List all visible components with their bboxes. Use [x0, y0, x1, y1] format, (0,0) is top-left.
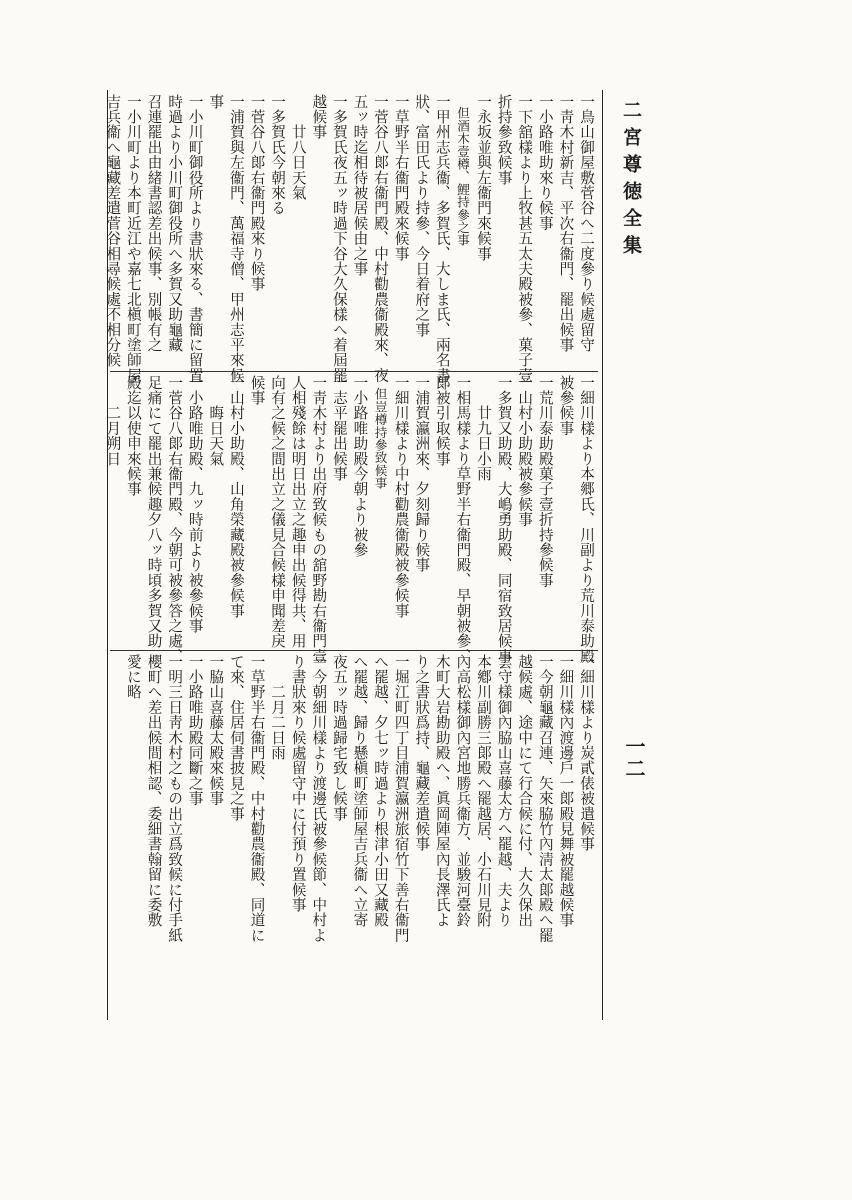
- text-band-lower: [112, 654, 596, 1016]
- text-column: 一甲州志兵衞、多賀氏、大しま氏、兩名書: [433, 94, 451, 383]
- text-column: 一堀江町四丁目浦賀瀛洲旅宿竹下善右衞門: [392, 654, 410, 943]
- text-column: 木町大岩勘助殿へ、眞岡陣屋內長澤氏よ: [433, 654, 451, 928]
- text-column: 向有之候之間出立之儀見合候樣申聞差戾: [269, 375, 287, 649]
- text-column: 一草野半右衞門殿、中村勸農衞殿、同道に: [248, 654, 266, 943]
- text-band-middle: [104, 375, 596, 664]
- text-column: 一菅谷八郞右衞門殿、今朝可被參答之處、: [166, 375, 184, 664]
- text-column: 廿八日天氣: [289, 94, 307, 201]
- text-column: 一細川樣より本郷氏、川副より荒川泰助殿: [578, 375, 595, 664]
- text-column: 一草野半右衞門殿來候事: [392, 94, 410, 262]
- page-number: 一二: [622, 736, 646, 780]
- text-column: 一浦賀瀛洲來、夕刻歸り候事: [413, 375, 431, 573]
- text-column: 一山村小助殿、山角榮藏殿被參候事: [227, 375, 245, 619]
- text-column: 內高松樣御內宮地勝兵衞方、並駿河臺鈴: [454, 654, 472, 928]
- text-column: 本鄕川副勝三郞殿へ罷越居、小石川見附: [475, 654, 493, 928]
- text-column: 殿迄以使申來候事: [124, 375, 142, 497]
- text-column: 二月朔日: [104, 375, 122, 467]
- text-column: 愛に略: [124, 654, 142, 700]
- text-column: 二月二日雨: [269, 654, 287, 761]
- vertical-text-columns: [112, 654, 596, 1016]
- text-column: 一鳥山御屋敷菅谷へ二度參り候處留守: [578, 94, 595, 353]
- vertical-text-columns: [104, 375, 596, 664]
- text-column: 一細川樣內渡邊戶一郞殿見舞被罷越候事: [557, 654, 575, 928]
- text-column: 一細川樣より炭貳俵被遣候事: [578, 654, 595, 852]
- text-column: 一明三日靑木村之もの出立爲致候に付手紙: [166, 654, 184, 943]
- text-column: 折持參致候事: [495, 94, 513, 186]
- text-column: 櫻町へ差出候間相認、委細書翰留に委敷: [145, 654, 163, 928]
- text-column: 一菅谷八郞右衞門殿來り候事: [248, 94, 266, 292]
- text-column: 廿九日小雨: [475, 375, 493, 482]
- text-column: 時過より小川町御役所へ多賀又助龜藏: [166, 94, 184, 353]
- text-column: 吉兵衞へ龜藏差遣菅谷相尋候處不相分候: [104, 94, 122, 368]
- text-column: 一多賀氏今朝來る: [269, 94, 287, 216]
- text-column: 但豈樽持參致候事: [373, 375, 389, 490]
- text-column: り之書狀爲持、龜藏差遣候事: [413, 654, 431, 852]
- text-column: 五ッ時迄相待被居候由之事: [351, 94, 369, 277]
- text-column: 一小路唯助殿今朝より被參: [351, 375, 369, 558]
- vertical-text-columns: [104, 94, 596, 383]
- text-column: 一志平罷出候事: [330, 375, 348, 482]
- text-column: 候事: [248, 375, 266, 406]
- text-column: 事: [207, 94, 225, 110]
- text-column: 一多賀又助殿、大嶋勇助殿、同宿致居候事: [495, 375, 513, 664]
- text-column: 一今朝細川樣より渡邊氏被參候節、中村よ: [310, 654, 328, 943]
- text-column: 一今朝龜藏召連、矢來脇竹內淸太郞殿へ罷: [536, 654, 554, 943]
- text-column: 一相馬樣より草野半右衞門殿、早朝被參、: [454, 375, 472, 664]
- text-column: へ罷越、歸り懸槇町塗師屋吉兵衞へ立寄: [351, 654, 369, 928]
- text-column: 一小川町御役所より書狀來る、書簡に留置: [186, 94, 204, 383]
- text-column: 一小路唯助殿同斷之事: [186, 654, 204, 806]
- text-column: 狀、富田氏より持參、今日着府之事: [413, 94, 431, 338]
- text-column: 但酒木壹樽、鯉持參之事: [455, 94, 471, 247]
- text-column: て來、住居伺書披見之事: [227, 654, 245, 822]
- running-title: 二宮尊徳全集: [620, 100, 642, 262]
- text-column: 一小路唯助來り候事: [536, 94, 554, 231]
- text-column: り書狀來り候處留守中に付預り置候事: [289, 654, 307, 913]
- text-column: 一菅谷八郞右衞門殿、中村勸農衞殿來、夜: [372, 94, 390, 383]
- text-column: 被參候事: [557, 375, 575, 436]
- text-column: 人相殘餘は明日出立之趣申出候得共、用: [289, 375, 307, 649]
- text-column: 一細川樣より中村勸農衞殿被參候事: [392, 375, 410, 619]
- text-column: 越候事: [310, 94, 328, 140]
- text-column: 雲守樣御內脇山喜藤太方へ罷越、夫より: [495, 654, 513, 928]
- text-band-upper: [104, 94, 596, 383]
- text-column: 一小路唯助殿、九ッ時前より被參候事: [186, 375, 204, 634]
- text-column: 一靑木村新吉、平次右衞門、罷出候事: [557, 94, 575, 353]
- text-column: 一永坂並與左衞門來候事: [475, 94, 493, 262]
- text-column: 晦日天氣: [207, 375, 225, 467]
- text-column: 郞被引取候事: [433, 375, 451, 467]
- band-divider: [110, 650, 598, 651]
- text-column: 足痛にて罷出兼候趣夕八ッ時頃多賀又助: [145, 375, 163, 649]
- text-column: 一小川町より本町近江や嘉七北槇町塗師屋: [124, 94, 142, 383]
- text-column: 一脇山喜藤太殿來候事: [207, 654, 225, 806]
- text-column: 一靑木村より出府致候もの舘野勘右衞門壹: [310, 375, 328, 664]
- text-column: 越候處、途中にて行合候に付、大久保出: [516, 654, 534, 928]
- text-column: へ罷越、夕七ッ時過より根津小田又藏殿: [372, 654, 390, 928]
- text-column: 一山村小助殿被參候事: [516, 375, 534, 527]
- text-column: 一浦賀與左衞門、萬福寺僧、甲州志平來候: [227, 94, 245, 383]
- text-column: 一下舘樣より上牧甚五太夫殿被參、菓子壹: [516, 94, 534, 383]
- text-column: 一多賀氏夜五ッ時過下谷大久保樣へ着屆罷: [330, 94, 348, 383]
- text-column: 一荒川泰助殿菓子壹折持參候事: [536, 375, 554, 588]
- text-column: 召連罷出由緒書認差出候事、別帳有之: [145, 94, 163, 353]
- text-column: 夜五ッ時過歸宅致し候事: [330, 654, 348, 822]
